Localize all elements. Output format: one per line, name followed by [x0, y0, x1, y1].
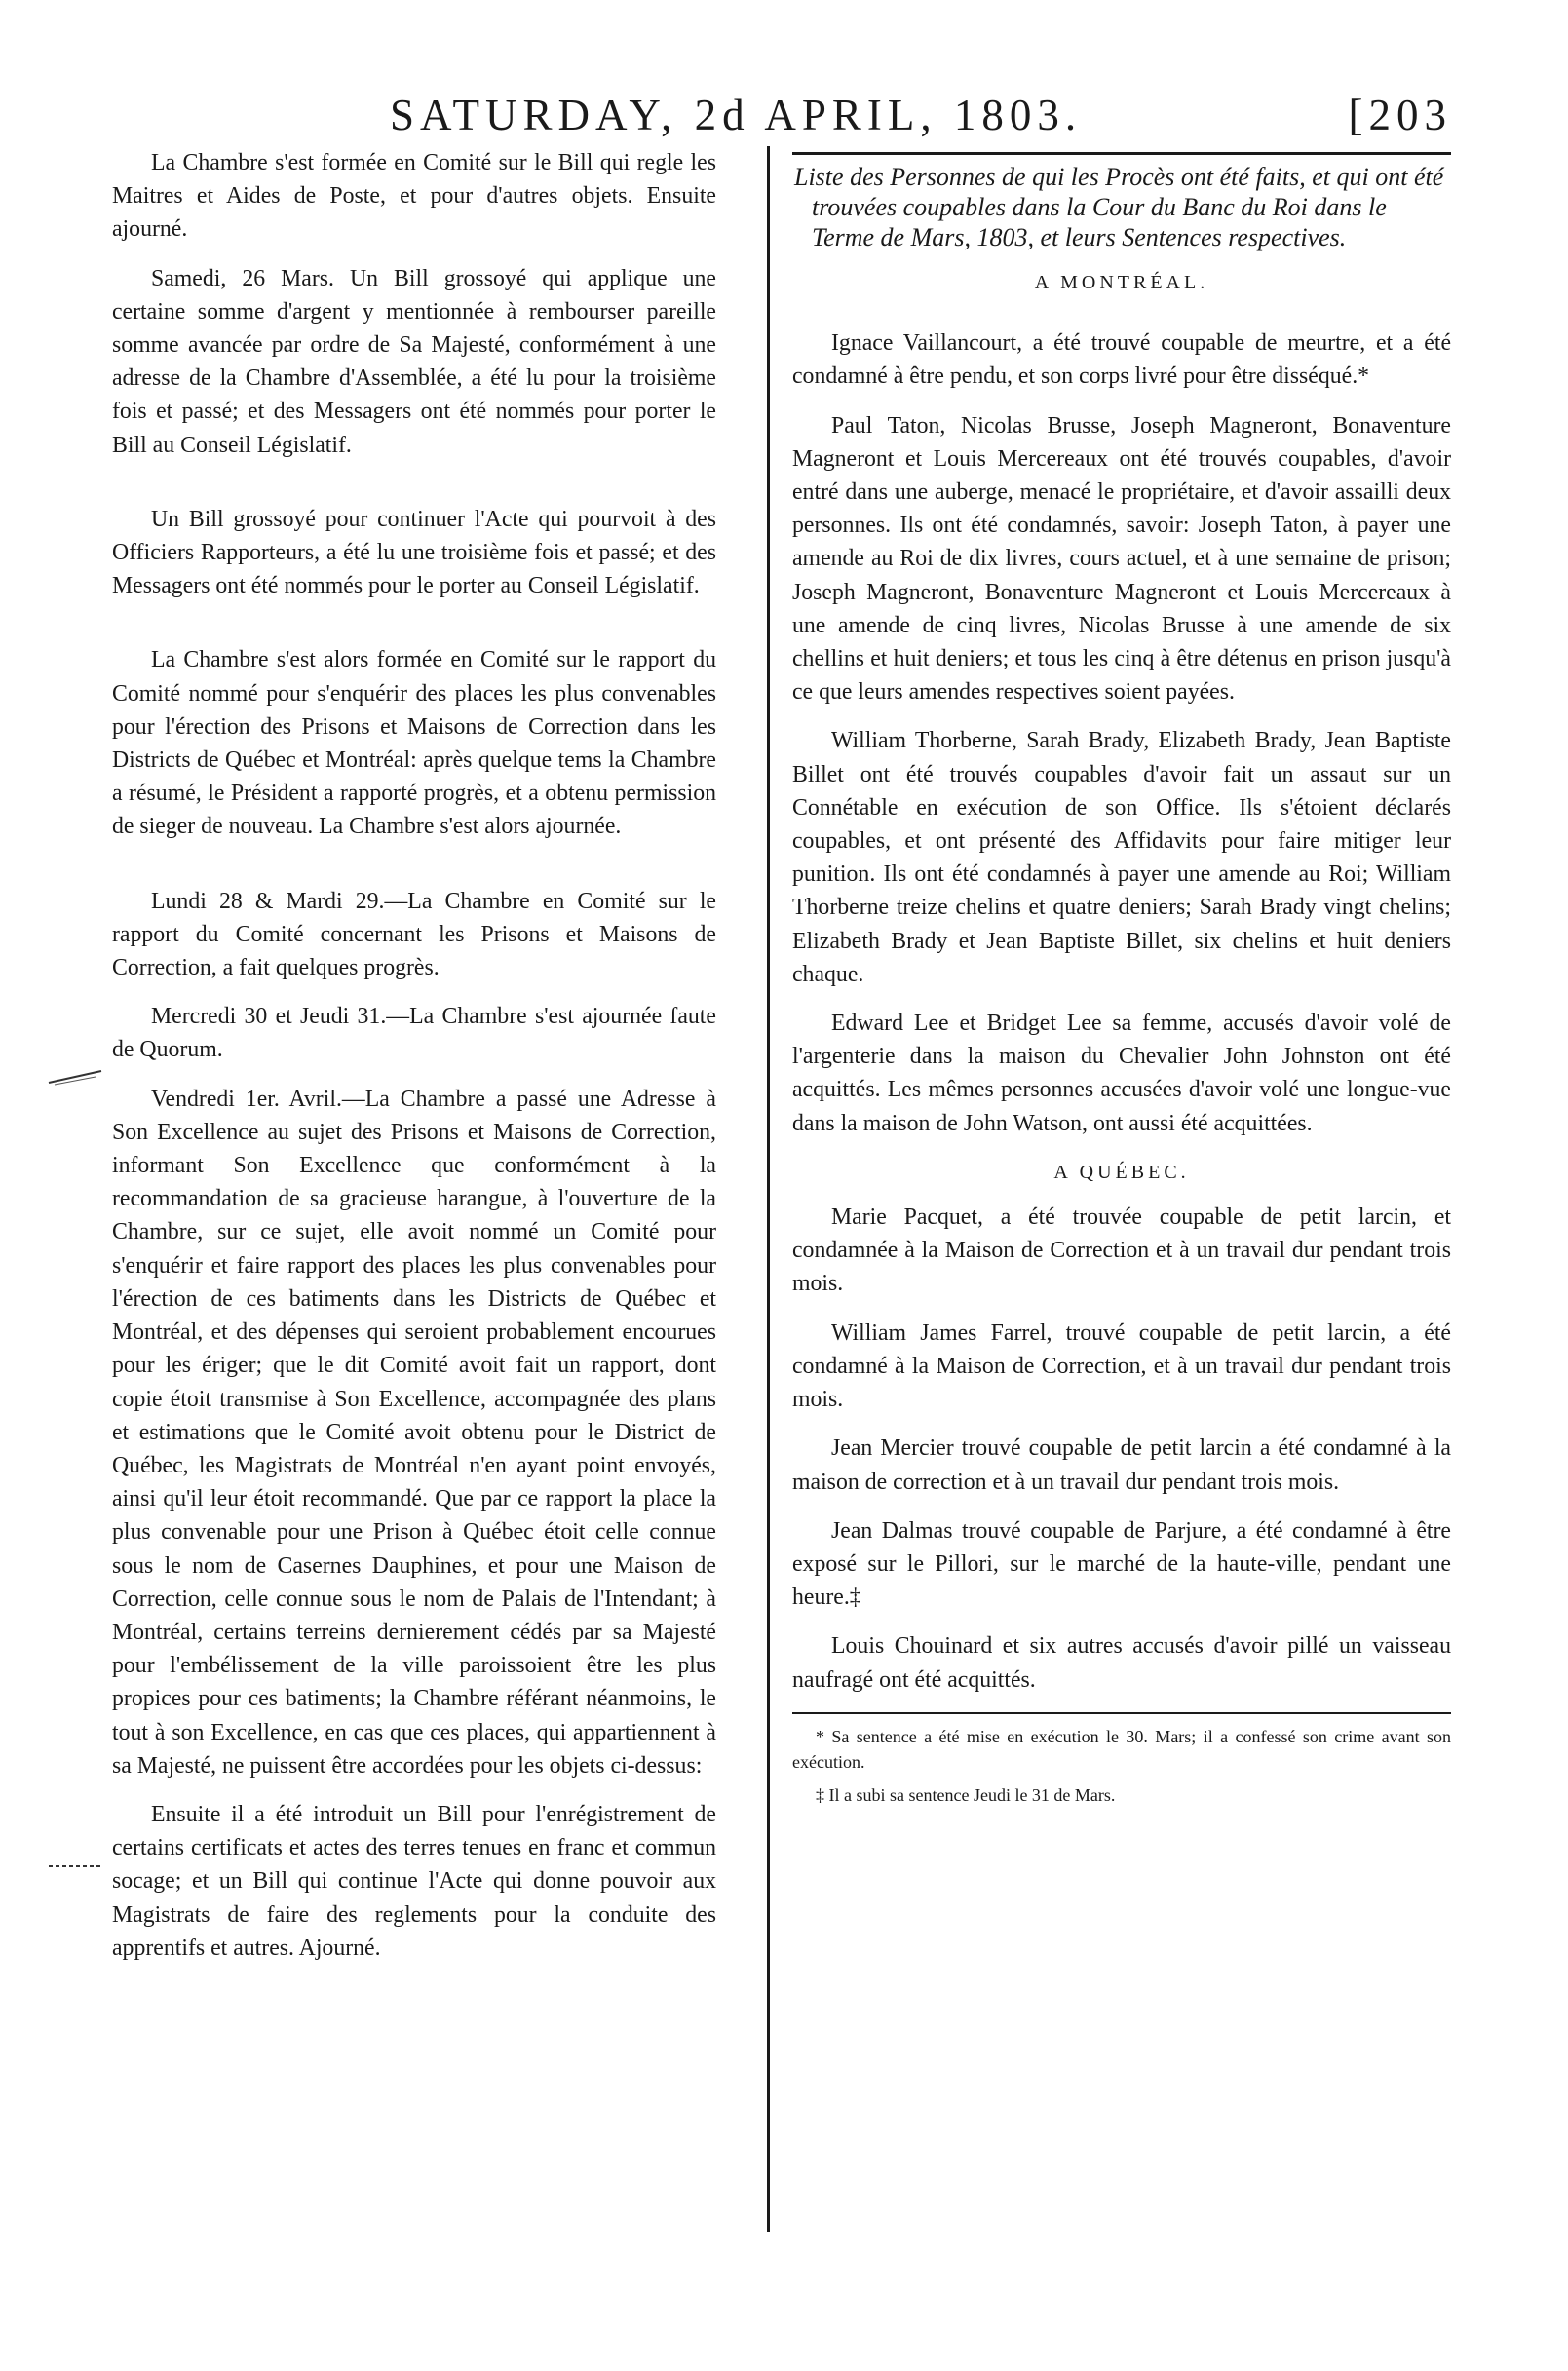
paragraph-mercier: Jean Mercier trouvé coupable de petit larcin a été condamné à la maison de correction et à un travail dur pendant trois mois. — [792, 1435, 1451, 1495]
paragraph-vaillancourt: Ignace Vaillancourt, a été trouvé coupable de meurtre, et a été condamné à être pendu, et son corps livré pour être disséqué.* — [792, 330, 1451, 390]
list-title: Liste des Personnes de qui les Procès ont été faits, et qui ont été trouvées coupables dans la Cour du Banc du Roi dans le Terme de Mars, 1803, et leurs Sentences respectives. — [794, 163, 1444, 251]
column-divider — [767, 146, 770, 2232]
footnote-1: * Sa sentence a été mise en exécution le 30. Mars; il a confessé son crime avant son exécution. — [792, 1726, 1451, 1772]
paragraph-enregistrement: Ensuite il a été introduit un Bill pour l'enrégistrement de certains certificats et actes des terres tenues en franc et commun socage; et un Bill qui continue l'Acte qui donne pouvoir aux Magistrats de faire des reglements pour la conduite des apprentifs et autres. Ajourné. — [112, 1801, 716, 1961]
left-column — [112, 146, 716, 2006]
paragraph-mercredi-30: Mercredi 30 et Jeudi 31.—La Chambre s'est ajournée faute de Quorum. — [112, 1004, 716, 1063]
masthead-title: SATURDAY, 2d APRIL, 1803. — [390, 91, 1083, 139]
paragraph-dalmas: Jean Dalmas trouvé coupable de Parjure, a été condamné à être exposé sur le Pillori, sur le marché de la haute-ville, pendant une heure.‡ — [792, 1517, 1451, 1611]
page-number: [203 — [1348, 91, 1452, 139]
right-column — [792, 146, 1451, 1816]
paragraph-pacquet: Marie Pacquet, a été trouvée coupable de petit larcin, et condamnée à la Maison de Correction et à un travail dur pendant trois mois. — [792, 1205, 1451, 1297]
paragraph-bill-postes: La Chambre s'est formée en Comité sur le Bill qui regle les Maitres et Aides de Poste, et pour d'autres objets. Ensuite ajourné. — [112, 150, 716, 243]
margin-mark-2 — [47, 1856, 105, 1876]
heading-quebec: A QUÉBEC. — [1053, 1161, 1190, 1183]
paragraph-comite-prisons: La Chambre s'est alors formée en Comité sur le rapport du Comité nommé pour s'enquérir des places les plus convenables pour l'érection des Prisons et Maisons de Correction dans les Districts de Québec et Montréal: après quelque tems la Chambre a résumé, le Président a rapporté progrès, et a obtenu permission de sieger de nouveau. La Chambre s'est alors ajournée. — [112, 647, 716, 840]
paragraph-samedi-26: Samedi, 26 Mars. Un Bill grossoyé qui applique une certaine somme d'argent y mentionnée à rembourser pareille somme avancée par ordre de Sa Majesté, conformément à une adresse de la Chambre d'Assemblée, a été lu pour la troisième fois et passé; et des Messagers ont été nommés pour porter le Bill au Conseil Législatif. — [112, 265, 716, 458]
paragraph-chouinard: Louis Chouinard et six autres accusés d'avoir pillé un vaisseau naufragé ont été acquittés. — [792, 1633, 1451, 1693]
paragraph-farrel: William James Farrel, trouvé coupable de petit larcin, a été condamné à la Maison de Correction, et à un travail dur pendant trois mois. — [792, 1319, 1451, 1413]
paragraph-lee: Edward Lee et Bridget Lee sa femme, accusés d'avoir volé de l'argenterie dans la maison du Chevalier John Johnston ont été acquittés. Les mêmes personnes accusées d'avoir volé une longue-vue dans la maison de John Watson, ont aussi été acquittées. — [792, 1011, 1451, 1136]
paragraph-taton: Paul Taton, Nicolas Brusse, Joseph Magneront, Bonaventure Magneront et Louis Mercereaux ont été trouvés coupables, d'avoir entré dans une auberge, menacé le propriétaire, et d'avoir assailli deux personnes. Ils ont été condamnés, savoir: Joseph Taton, à payer une amende au Roi de dix livres, cours actuel, et à une semaine de prison; Joseph Magneront, Bonaventure Magneront et Louis Mercereaux à une amende de cinq livres, Nicolas Brusse à une amende de six chellins et huit deniers; et tous les cinq à être détenus en prison jusqu'à ce que leurs amendes respectives soient payées. — [792, 412, 1451, 706]
paragraph-vendredi-1: Vendredi 1er. Avril.—La Chambre a passé une Adresse à Son Excellence au sujet des Prisons et Maisons de Correction, informant Son Excellence que conformément à la recommandation de sa gracieuse harangue, à l'ouverture de la Chambre, sur ce sujet, elle avoit nommé un Comité pour s'enquérir et faire rapport des places les plus convenables pour l'érection de ces batiments dans les Districts de Québec et Montréal, et des dépenses qui seroient probablement encourues pour les ériger; que le dit Comité avoit fait un rapport, dont copie étoit transmise à Son Excellence, accompagnée des plans et estimations que le Comité avoit obtenu pour le District de Québec, les Magistrats de Montréal n'en ayant point envoyés, ainsi qu'il leur étoit recommandé. Que par ce rapport la place la plus convenable pour une Prison à Québec étoit celle connue sous le nom de Casernes Dauphines, et pour une Maison de Correction, celle connue sous le nom de Palais de l'Intendant; à Montréal, certains terreins dernierement cédés par sa Majesté pour l'embélissement de la ville paroissoient être les plus propices pour ces batiments; la Chambre référant néanmoins, le tout à son Excellence, en cas que ces places, qui appartiennent à sa Majesté, ne puissent être accordées pour les objets ci-dessus: — [112, 1086, 716, 1778]
paragraph-thorberne: William Thorberne, Sarah Brady, Elizabeth Brady, Jean Baptiste Billet ont été trouvés coupables d'avoir fait un assaut sur un Connétable en exécution de son Office. Ils s'étoient déclarés coupables, et ont présenté des Affidavits pour faire mitiger leur punition. Ils ont été condamnés à payer une amende au Roi; William Thorberne treize chelins et quatre deniers; Sarah Brady vingt chelins; Elizabeth Brady et Jean Baptiste Billet, six chelins et huit deniers chaque. — [792, 728, 1451, 987]
heading-montreal: A MONTRÉAL. — [1034, 272, 1209, 293]
footnote-2: ‡ Il a subi sa sentence Jeudi le 31 de Mars. — [816, 1784, 1116, 1805]
paragraph-officiers-rapporteurs: Un Bill grossoyé pour continuer l'Acte qui pourvoit à des Officiers Rapporteurs, a été lu une troisième fois et passé; et des Messagers ont été nommés pour le porter au Conseil Législatif. — [112, 506, 716, 599]
margin-mark-1 — [47, 1067, 105, 1087]
masthead — [390, 90, 1452, 148]
footnote-rule — [792, 1712, 1451, 1714]
paragraph-lundi-28: Lundi 28 & Mardi 29.—La Chambre en Comité sur le rapport du Comité concernant les Prisons et Maisons de Correction, a fait quelques progrès. — [112, 888, 716, 981]
